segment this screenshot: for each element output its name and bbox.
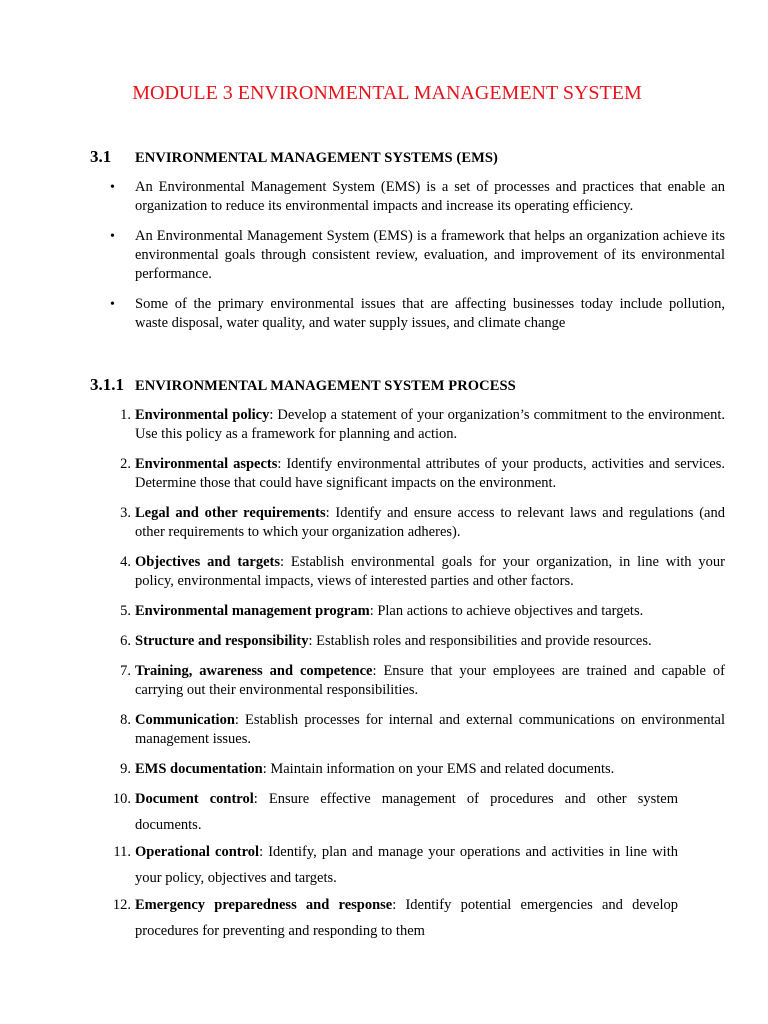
step-number: 2. bbox=[120, 456, 131, 472]
step-number: 5. bbox=[120, 603, 131, 619]
bullet-icon: • bbox=[110, 297, 115, 312]
section-3-1-heading bbox=[90, 147, 730, 167]
step-term: Objectives and targets bbox=[135, 554, 281, 570]
process-step bbox=[105, 839, 678, 891]
step-number: 10. bbox=[112, 791, 131, 807]
process-step bbox=[105, 504, 725, 542]
step-term: Training, awareness and competence bbox=[135, 663, 373, 679]
step-term: Environmental management program bbox=[135, 603, 370, 619]
step-description: : Plan actions to achieve objectives and targets. bbox=[369, 603, 644, 619]
step-description: : Identify environmental attributes of your products, activities and services. Determine those that could have significant impacts on the environment. bbox=[135, 456, 725, 491]
process-step bbox=[105, 662, 725, 700]
step-term: Operational control bbox=[135, 844, 260, 860]
step-term: Document control bbox=[135, 791, 254, 807]
process-step bbox=[105, 632, 725, 651]
ems-process-list-continued bbox=[105, 786, 678, 945]
process-step bbox=[105, 602, 725, 621]
step-description: : Establish processes for internal and external communications on environmental management issues. bbox=[135, 712, 725, 747]
bullet-icon: • bbox=[110, 180, 115, 195]
step-term: Communication bbox=[135, 712, 235, 728]
step-term: Environmental aspects bbox=[135, 456, 278, 472]
process-step bbox=[105, 892, 678, 944]
step-term: Emergency preparedness and response bbox=[135, 897, 393, 913]
ems-bullet-list bbox=[110, 178, 725, 344]
step-description: : Identify, plan and manage your operations and activities in line with your policy, objectives and targets. bbox=[135, 844, 678, 886]
step-number: 7. bbox=[120, 663, 131, 679]
step-number: 12. bbox=[112, 897, 131, 913]
step-number: 4. bbox=[120, 554, 131, 570]
step-term: Environmental policy bbox=[135, 407, 270, 423]
section-number: 3.1.1 bbox=[90, 375, 124, 394]
list-item: • An Environmental Management System (EMS) is a set of processes and practices that enable an organization to reduce its environmental impacts and increase its operating efficiency. bbox=[110, 179, 725, 214]
process-step bbox=[105, 786, 678, 838]
step-number: 11. bbox=[113, 844, 131, 860]
step-description: : Identify potential emergencies and develop procedures for preventing and responding to them bbox=[135, 897, 678, 939]
process-step bbox=[105, 455, 725, 493]
list-item: • Some of the primary environmental issues that are affecting businesses today include pollution, waste disposal, water quality, and water supply issues, and climate change bbox=[110, 296, 725, 331]
step-term: Legal and other requirements bbox=[135, 505, 326, 521]
ems-process-list bbox=[105, 406, 725, 779]
step-description: : Establish roles and responsibilities and provide resources. bbox=[308, 633, 652, 649]
step-number: 9. bbox=[120, 761, 131, 777]
section-number: 3.1 bbox=[90, 147, 112, 166]
list-item: • An Environmental Management System (EMS) is a framework that helps an organization achieve its environmental goals through consistent review, evaluation, and improvement of its environmental performance. bbox=[110, 228, 725, 282]
step-description: : Ensure that your employees are trained and capable of carrying out their environmental responsibilities. bbox=[135, 663, 725, 698]
step-number: 8. bbox=[120, 712, 131, 728]
section-title: ENVIRONMENTAL MANAGEMENT SYSTEM PROCESS bbox=[135, 378, 516, 394]
process-step bbox=[105, 711, 725, 749]
process-step bbox=[105, 406, 725, 444]
step-description: : Maintain information on your EMS and related documents. bbox=[262, 761, 615, 777]
section-3-1-1-heading bbox=[90, 375, 730, 395]
step-description: : Develop a statement of your organization’s commitment to the environment. Use this policy as a framework for planning and action. bbox=[135, 407, 725, 442]
step-term: EMS documentation bbox=[135, 761, 263, 777]
bullet-icon: • bbox=[110, 229, 115, 244]
process-step bbox=[105, 760, 725, 779]
process-step bbox=[105, 553, 725, 591]
step-number: 6. bbox=[120, 633, 131, 649]
step-description: : Identify and ensure access to relevant laws and regulations (and other requirements to which your organization adheres). bbox=[135, 505, 725, 540]
step-description: : Establish environmental goals for your organization, in line with your policy, environmental impacts, views of interested parties and other factors. bbox=[135, 554, 726, 589]
step-number: 1. bbox=[120, 407, 131, 423]
step-description: : Ensure effective management of procedures and other system documents. bbox=[135, 791, 678, 833]
step-number: 3. bbox=[120, 505, 131, 521]
section-title: ENVIRONMENTAL MANAGEMENT SYSTEMS (EMS) bbox=[135, 150, 498, 166]
module-title: MODULE 3 ENVIRONMENTAL MANAGEMENT SYSTEM bbox=[132, 82, 642, 104]
step-term: Structure and responsibility bbox=[135, 633, 309, 649]
